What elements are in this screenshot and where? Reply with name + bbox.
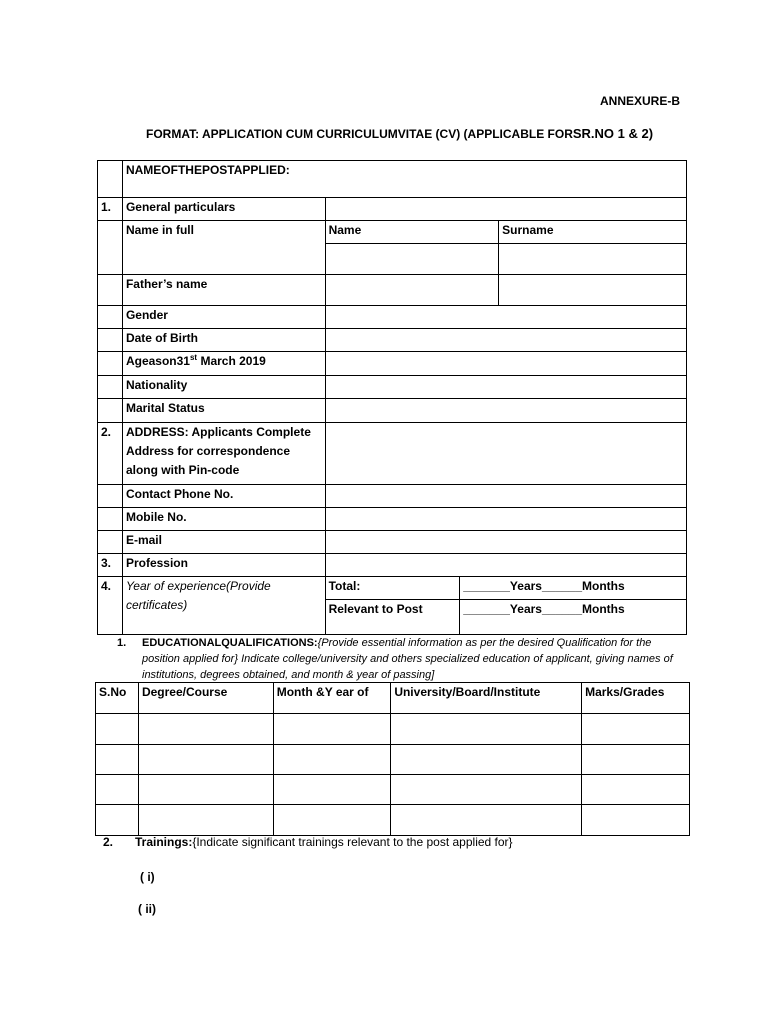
relevant-label: Relevant to Post — [325, 600, 460, 635]
application-form-table — [97, 160, 687, 635]
nationality-label: Nationality — [122, 376, 325, 399]
table-row — [96, 805, 690, 836]
month-year-header: Month &Y ear of — [273, 683, 391, 714]
table-cell[interactable] — [138, 745, 273, 775]
fathers-name-label: Father’s name — [122, 275, 325, 306]
serial-cell — [98, 352, 123, 376]
serial-number: 2. — [98, 423, 123, 485]
name-in-full-label: Name in full — [122, 221, 325, 275]
fathers-surname-field[interactable] — [499, 275, 687, 306]
serial-cell — [98, 221, 123, 275]
table-cell[interactable] — [582, 714, 690, 745]
marital-status-field[interactable] — [325, 399, 686, 423]
sno-header: S.No — [96, 683, 139, 714]
education-table — [95, 682, 690, 836]
annexure-label: ANNEXURE-B — [600, 94, 681, 108]
age-label — [122, 352, 325, 376]
relevant-years-months[interactable]: _______Years______Months — [460, 600, 687, 635]
serial-cell — [98, 399, 123, 423]
form-title-applicable: SR.NO 1 & 2) — [572, 126, 654, 141]
table-cell[interactable] — [96, 745, 139, 775]
experience-label: Year of experience(Provide certificates) — [122, 577, 325, 635]
general-particulars-label: General particulars — [122, 198, 325, 221]
name-header-row — [98, 221, 687, 244]
table-cell[interactable] — [96, 775, 139, 805]
table-cell[interactable] — [582, 745, 690, 775]
general-particulars-row — [98, 198, 687, 221]
table-row — [96, 775, 690, 805]
address-label: ADDRESS: Applicants Complete Address for correspondence along with Pin-code — [122, 423, 325, 485]
education-heading — [117, 635, 677, 683]
trainings-note: {Indicate significant trainings relevant to the post applied for} — [192, 835, 513, 849]
education-number: 1. — [117, 637, 127, 649]
dob-label: Date of Birth — [122, 329, 325, 352]
serial-cell — [98, 329, 123, 352]
form-title-main: FORMAT: APPLICATION CUM CURRICULUMVITAE (CV) (APPLICABLE FOR — [146, 127, 573, 141]
gender-row — [98, 306, 687, 329]
table-cell[interactable] — [273, 805, 391, 836]
profession-field[interactable] — [325, 554, 686, 577]
serial-number: 1. — [98, 198, 123, 221]
form-title — [146, 126, 653, 141]
serial-cell — [98, 485, 123, 508]
profession-label: Profession — [122, 554, 325, 577]
training-item-2: ( ii) — [138, 902, 156, 916]
mobile-field[interactable] — [325, 508, 686, 531]
education-header-row — [96, 683, 690, 714]
table-cell[interactable] — [138, 775, 273, 805]
table-row — [96, 745, 690, 775]
address-row — [98, 423, 687, 485]
surname-column-label: Surname — [499, 221, 687, 244]
table-cell[interactable] — [138, 805, 273, 836]
fathers-name-row — [98, 275, 687, 306]
mobile-label: Mobile No. — [122, 508, 325, 531]
serial-cell — [98, 306, 123, 329]
training-item-1: ( i) — [140, 870, 155, 884]
education-heading-text — [142, 635, 677, 683]
total-years-months[interactable]: _______Years______Months — [460, 577, 687, 600]
table-cell[interactable] — [96, 805, 139, 836]
table-cell[interactable] — [96, 714, 139, 745]
dob-row — [98, 329, 687, 352]
serial-cell — [98, 161, 123, 198]
table-cell[interactable] — [391, 714, 582, 745]
serial-cell — [98, 275, 123, 306]
email-field[interactable] — [325, 531, 686, 554]
table-cell[interactable] — [391, 745, 582, 775]
surname-field[interactable] — [499, 244, 687, 275]
nationality-row — [98, 376, 687, 399]
university-header: University/Board/Institute — [391, 683, 582, 714]
age-field[interactable] — [325, 352, 686, 376]
trainings-label: Trainings: — [135, 835, 193, 849]
age-row — [98, 352, 687, 376]
post-applied-row — [98, 161, 687, 198]
post-applied-label: NAMEOFTHEPOSTAPPLIED: — [122, 161, 686, 198]
table-cell[interactable] — [582, 805, 690, 836]
degree-header: Degree/Course — [138, 683, 273, 714]
table-cell[interactable] — [138, 714, 273, 745]
experience-total-row — [98, 577, 687, 600]
trainings-number: 2. — [103, 835, 114, 849]
contact-phone-row — [98, 485, 687, 508]
profession-row — [98, 554, 687, 577]
serial-number: 3. — [98, 554, 123, 577]
marital-status-row — [98, 399, 687, 423]
serial-cell — [98, 508, 123, 531]
age-label-suffix: March 2019 — [197, 354, 266, 368]
serial-cell — [98, 531, 123, 554]
name-column-label: Name — [325, 221, 499, 244]
nationality-field[interactable] — [325, 376, 686, 399]
email-row — [98, 531, 687, 554]
gender-field[interactable] — [325, 306, 686, 329]
contact-phone-field[interactable] — [325, 485, 686, 508]
serial-cell — [98, 376, 123, 399]
serial-number: 4. — [98, 577, 123, 635]
fathers-name-field[interactable] — [325, 275, 499, 306]
trainings-heading — [103, 835, 513, 849]
table-row — [96, 714, 690, 745]
table-cell[interactable] — [273, 775, 391, 805]
gender-label: Gender — [122, 306, 325, 329]
marks-header: Marks/Grades — [582, 683, 690, 714]
table-cell[interactable] — [273, 745, 391, 775]
mobile-row — [98, 508, 687, 531]
table-cell[interactable] — [582, 775, 690, 805]
age-label-superscript: st — [189, 353, 198, 362]
education-note: {Provide essential information as per the desired Qualification for the position applied for} Indicate college/university and others specialized education of applicant, giving names of institutions, degrees obtained, and month & year of passing] — [142, 637, 673, 681]
blank-field[interactable] — [325, 198, 686, 221]
table-cell[interactable] — [391, 775, 582, 805]
email-label: E-mail — [122, 531, 325, 554]
education-heading-label: EDUCATIONALQUALIFICATIONS: — [142, 637, 318, 649]
address-field[interactable] — [325, 423, 686, 485]
table-cell[interactable] — [391, 805, 582, 836]
table-cell[interactable] — [273, 714, 391, 745]
marital-status-label: Marital Status — [122, 399, 325, 423]
name-field[interactable] — [325, 244, 499, 275]
age-label-prefix: Ageason31 — [125, 354, 190, 368]
dob-field[interactable] — [325, 329, 686, 352]
contact-phone-label: Contact Phone No. — [122, 485, 325, 508]
total-label: Total: — [325, 577, 460, 600]
